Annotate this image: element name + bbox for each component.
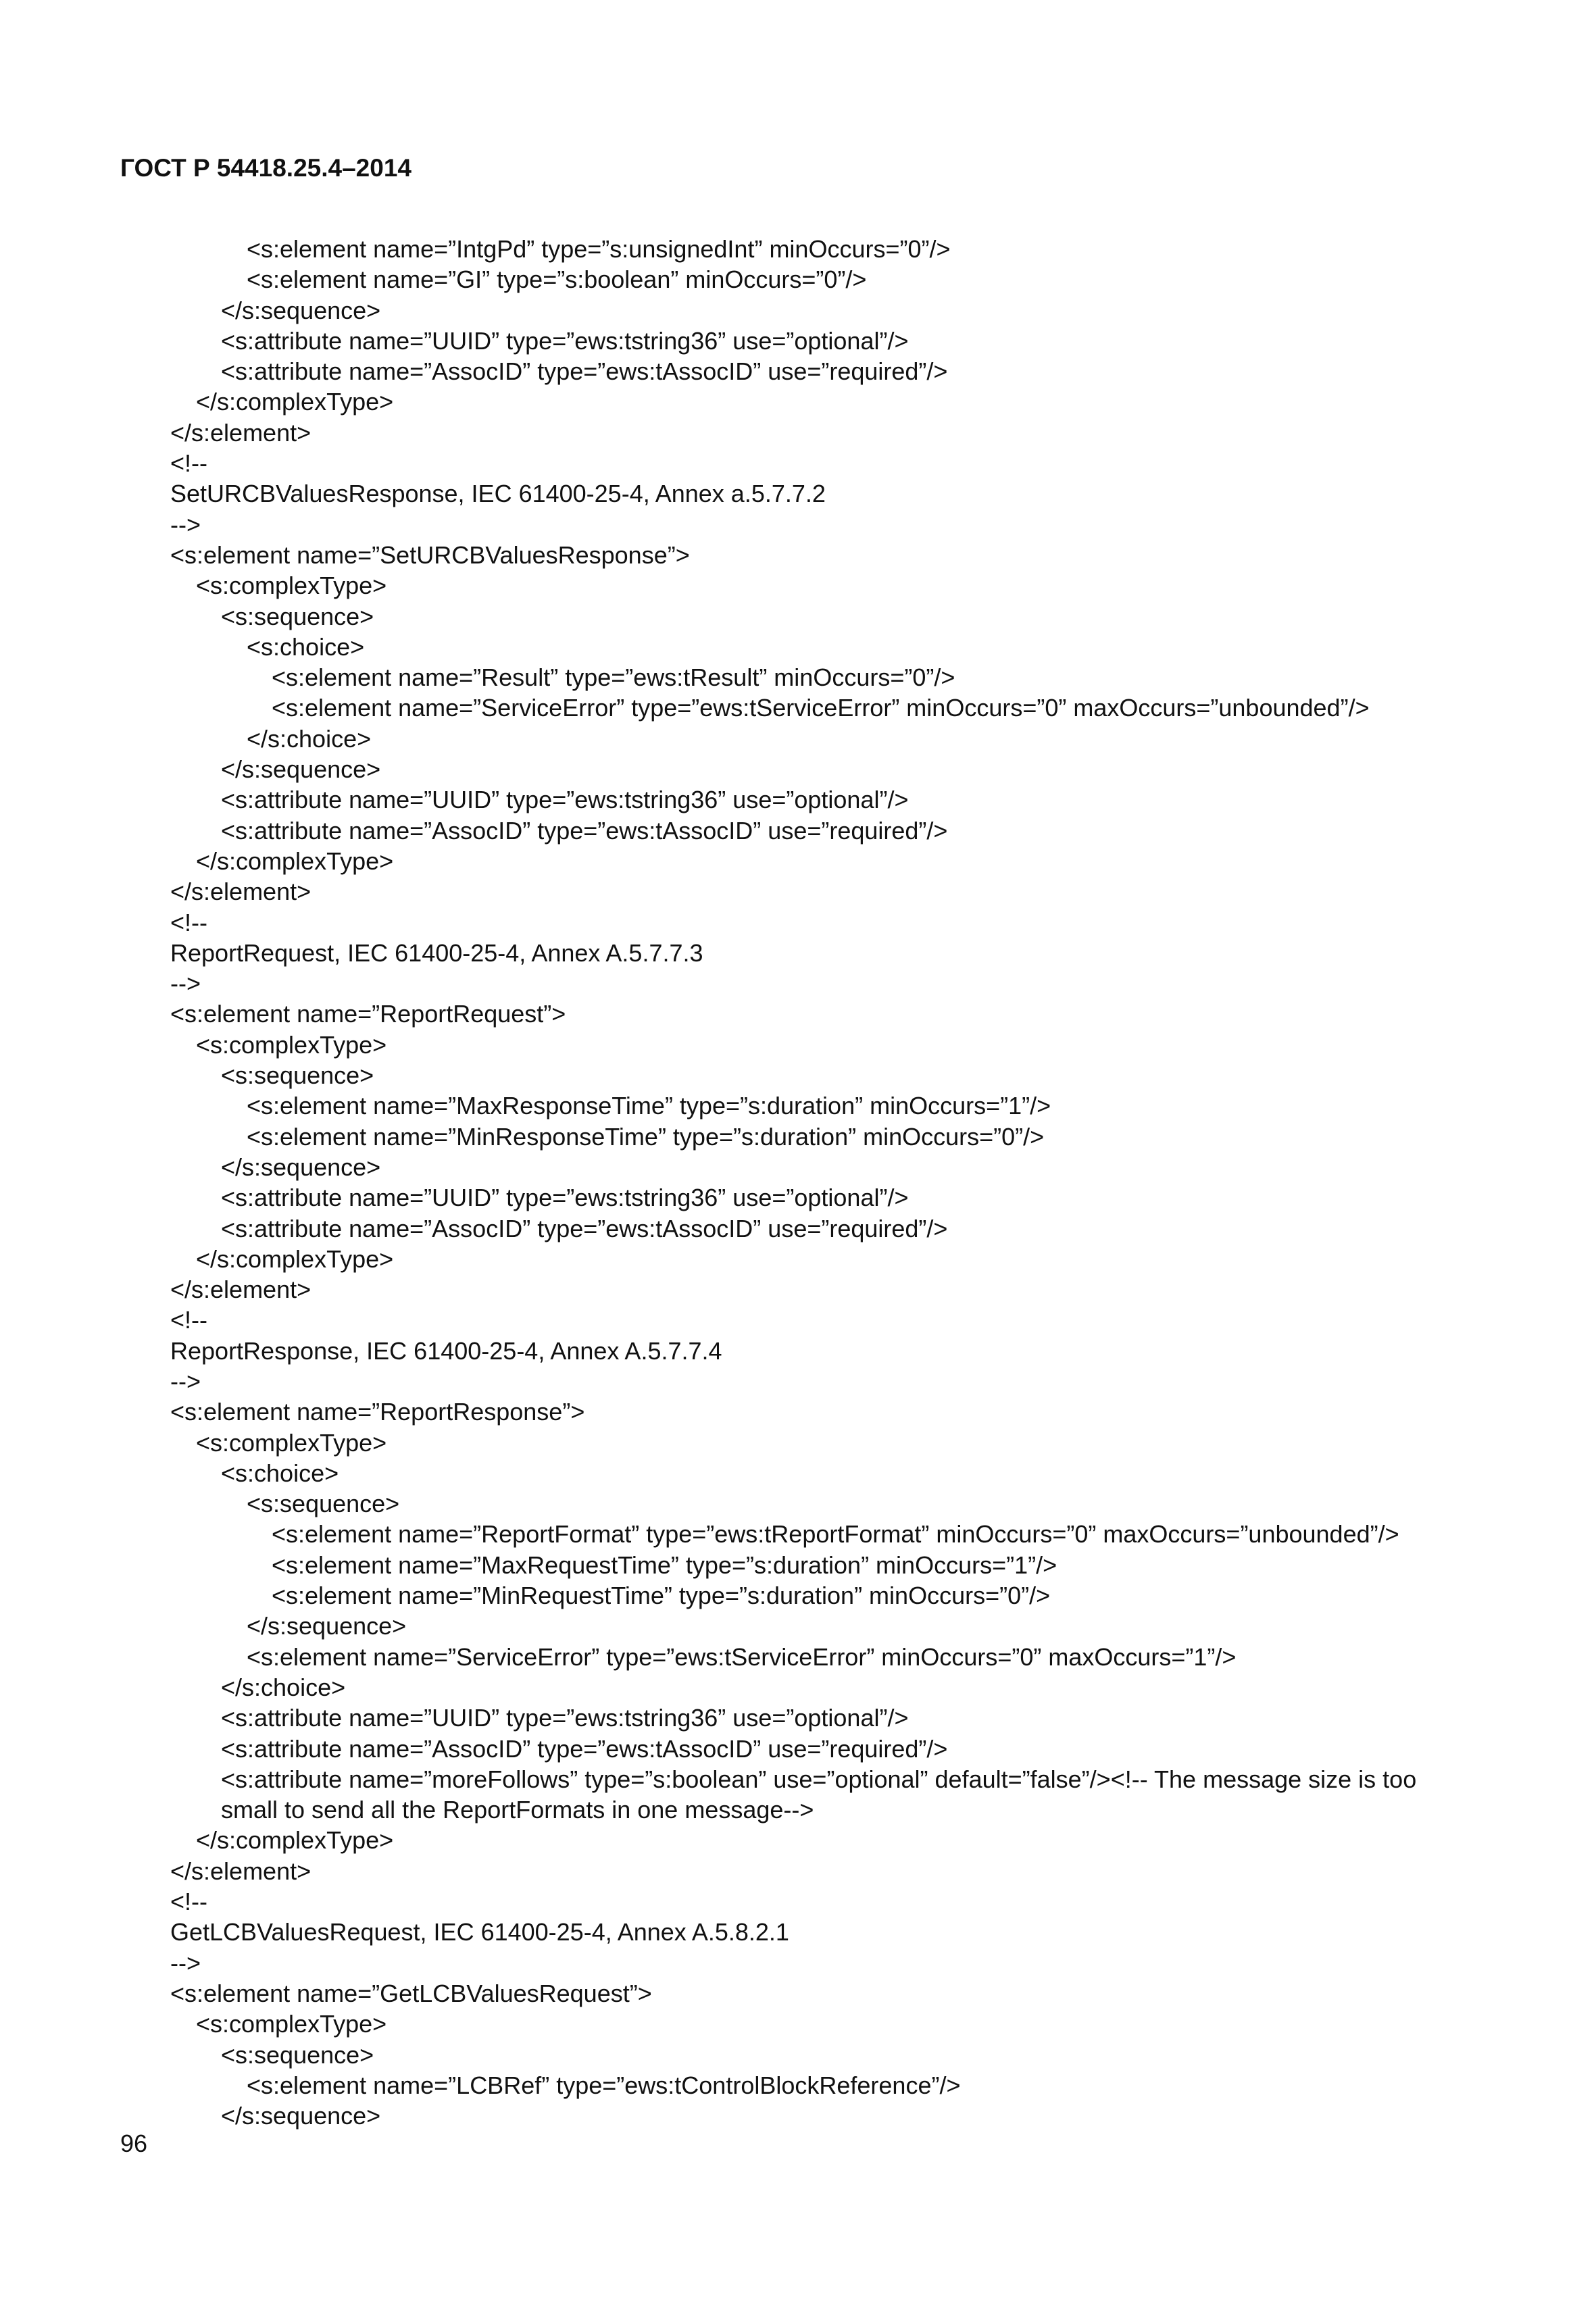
- code-line: <s:attribute name=”moreFollows” type=”s:boolean” use=”optional” default=”false”/><!-- The message size is too: [221, 1765, 1417, 1793]
- code-line: </s:complexType>: [196, 847, 394, 875]
- code-line: </s:choice>: [221, 1673, 346, 1701]
- code-line: <s:attribute name=”AssocID” type=”ews:tAssocID” use=”required”/>: [221, 1734, 948, 1763]
- code-line: -->: [170, 1367, 201, 1395]
- code-line: <s:complexType>: [196, 572, 387, 600]
- code-line: <s:element name=”MaxRequestTime” type=”s:duration” minOccurs=”1”/>: [272, 1551, 1057, 1579]
- code-line: <s:element name=”ServiceError” type=”ews:tServiceError” minOccurs=”0” maxOccurs=”unbounded”/>: [272, 694, 1370, 722]
- code-line: </s:element>: [170, 878, 311, 906]
- code-line: <s:attribute name=”UUID” type=”ews:tstring36” use=”optional”/>: [221, 326, 909, 355]
- code-line: </s:element>: [170, 1276, 311, 1304]
- code-line: <s:element name=”GI” type=”s:boolean” minOccurs=”0”/>: [247, 266, 867, 294]
- code-line: -->: [170, 510, 201, 538]
- code-line: <s:element name=”Result” type=”ews:tResult” minOccurs=”0”/>: [272, 663, 955, 692]
- code-line: </s:complexType>: [196, 388, 394, 416]
- code-line: <s:element name=”ReportFormat” type=”ews:tReportFormat” minOccurs=”0” maxOccurs=”unbounded”/>: [272, 1520, 1399, 1549]
- code-line: <s:element name=”IntgPd” type=”s:unsignedInt” minOccurs=”0”/>: [247, 235, 951, 263]
- code-line: </s:sequence>: [247, 1612, 407, 1640]
- code-line: SetURCBValuesResponse, IEC 61400-25-4, Annex a.5.7.7.2: [170, 480, 826, 508]
- code-line: <s:attribute name=”UUID” type=”ews:tstring36” use=”optional”/>: [221, 1184, 909, 1212]
- code-line: <s:element name=”SetURCBValuesResponse”>: [170, 540, 690, 569]
- code-line: <s:element name=”GetLCBValuesRequest”>: [170, 1979, 652, 2007]
- code-line: </s:complexType>: [196, 1244, 394, 1273]
- code-line: <s:element name=”ServiceError” type=”ews:tServiceError” minOccurs=”0” maxOccurs=”1”/>: [247, 1642, 1237, 1671]
- code-line: <s:complexType>: [196, 2010, 387, 2038]
- code-line: <s:element name=”MinResponseTime” type=”s:duration” minOccurs=”0”/>: [247, 1122, 1045, 1151]
- code-line: <s:choice>: [221, 1459, 339, 1487]
- code-line: </s:sequence>: [221, 1153, 381, 1181]
- code-line: <s:element name=”ReportResponse”>: [170, 1398, 585, 1426]
- code-line: </s:sequence>: [221, 2102, 381, 2130]
- code-line: <s:attribute name=”UUID” type=”ews:tstring36” use=”optional”/>: [221, 1704, 909, 1732]
- code-line: <s:sequence>: [221, 602, 374, 630]
- code-line: </s:choice>: [247, 724, 372, 753]
- code-line: </s:complexType>: [196, 1826, 394, 1855]
- code-line: <s:sequence>: [221, 2040, 374, 2069]
- code-line: <!--: [170, 449, 208, 478]
- code-line: -->: [170, 1948, 201, 1977]
- code-line: <s:element name=”MinRequestTime” type=”s:duration” minOccurs=”0”/>: [272, 1582, 1051, 1610]
- code-line: <s:element name=”MaxResponseTime” type=”s:duration” minOccurs=”1”/>: [247, 1092, 1051, 1120]
- code-line: </s:element>: [170, 418, 311, 447]
- document-header: ГОСТ Р 54418.25.4–2014: [120, 154, 412, 182]
- code-line: <s:attribute name=”AssocID” type=”ews:tAssocID” use=”required”/>: [221, 1214, 948, 1242]
- code-line: <!--: [170, 908, 208, 936]
- code-line: ReportRequest, IEC 61400-25-4, Annex A.5.7.7.3: [170, 938, 703, 967]
- code-line: <s:element name=”LCBRef” type=”ews:tControlBlockReference”/>: [247, 2071, 961, 2099]
- code-line: </s:element>: [170, 1857, 311, 1885]
- code-line: ReportResponse, IEC 61400-25-4, Annex A.5.7.7.4: [170, 1336, 722, 1365]
- code-line: </s:sequence>: [221, 755, 381, 784]
- code-line: <s:element name=”ReportRequest”>: [170, 1000, 566, 1028]
- xml-schema-listing: [170, 234, 1535, 2131]
- code-line: <s:complexType>: [196, 1428, 387, 1457]
- code-line: <!--: [170, 1888, 208, 1916]
- code-line: <!--: [170, 1306, 208, 1334]
- code-line: -->: [170, 970, 201, 998]
- code-line: <s:attribute name=”AssocID” type=”ews:tAssocID” use=”required”/>: [221, 357, 948, 386]
- code-line: <s:attribute name=”AssocID” type=”ews:tAssocID” use=”required”/>: [221, 816, 948, 845]
- code-line: </s:sequence>: [221, 296, 381, 324]
- code-line: <s:choice>: [247, 632, 365, 661]
- code-line: <s:sequence>: [247, 1490, 400, 1518]
- page-number: 96: [120, 2130, 148, 2157]
- code-line: small to send all the ReportFormats in one message-->: [221, 1796, 814, 1824]
- code-line: <s:sequence>: [221, 1061, 374, 1090]
- code-line: <s:attribute name=”UUID” type=”ews:tstring36” use=”optional”/>: [221, 786, 909, 814]
- code-line: GetLCBValuesRequest, IEC 61400-25-4, Annex A.5.8.2.1: [170, 1918, 789, 1946]
- code-line: <s:complexType>: [196, 1030, 387, 1059]
